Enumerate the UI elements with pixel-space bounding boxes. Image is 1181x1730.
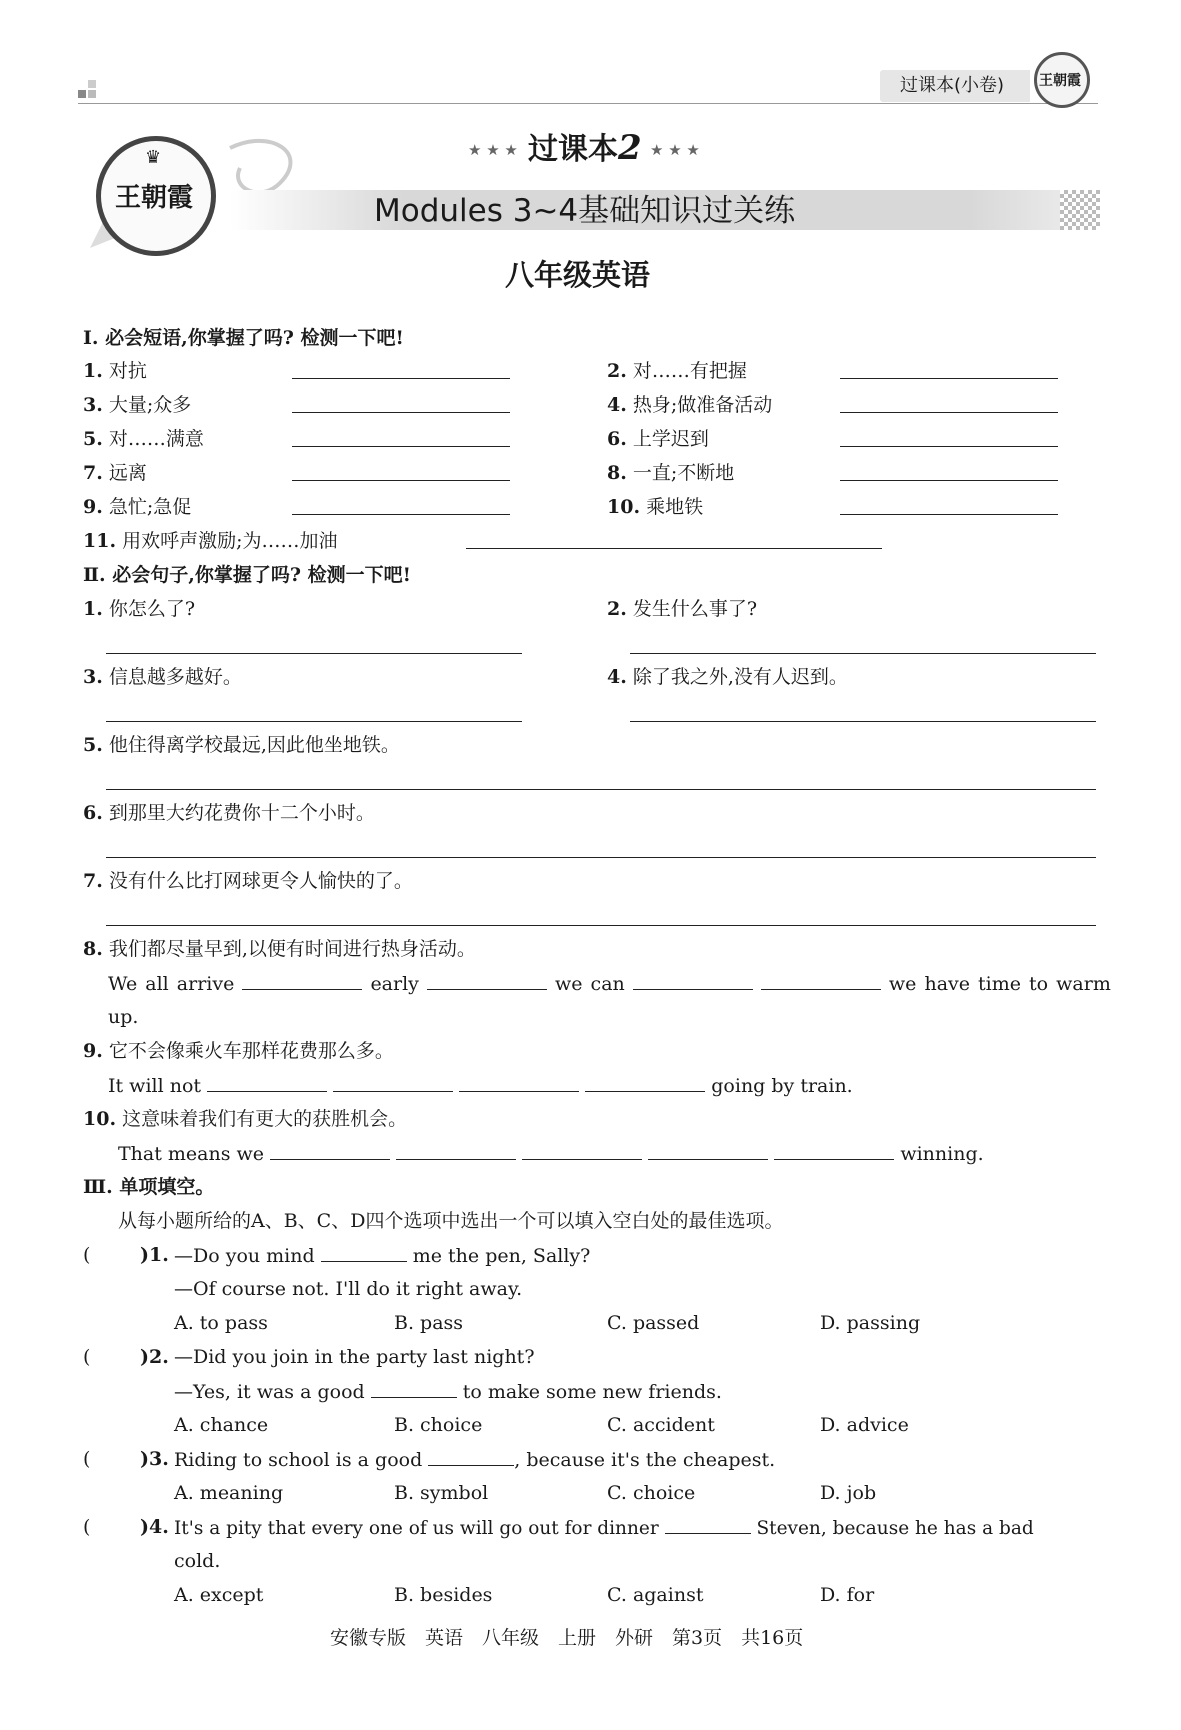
question-line: —Do you mind me the pen, Sally? — [174, 1245, 591, 1267]
title-stars-right: ★ ★ ★ — [650, 141, 700, 159]
sentence-item: 3. 信息越多越好。 — [83, 666, 242, 688]
answer-line[interactable] — [106, 721, 522, 722]
phrase-item: 3. 大量;众多 — [83, 394, 192, 416]
section3-instruction: 从每小题所给的A、B、C、D四个选项中选出一个可以填入空白处的最佳选项。 — [118, 1210, 784, 1232]
title-band-checker — [1060, 190, 1100, 230]
option-b[interactable]: B. symbol — [394, 1482, 489, 1504]
fill-blank[interactable] — [242, 971, 362, 990]
question-number: )4. — [140, 1516, 169, 1538]
phrase-item: 5. 对……满意 — [83, 428, 204, 450]
sentence-item: 4. 除了我之外,没有人迟到。 — [607, 666, 848, 688]
page-subtitle: 八年级英语 — [505, 258, 651, 292]
fill-blank[interactable] — [665, 1515, 751, 1534]
answer-blank[interactable] — [292, 412, 510, 413]
answer-blank[interactable] — [840, 378, 1058, 379]
answer-line[interactable] — [630, 721, 1096, 722]
answer-blank[interactable] — [292, 378, 510, 379]
fill-sentence-cont: up. — [108, 1006, 139, 1028]
phrase-item: 9. 急忙;急促 — [83, 496, 192, 518]
answer-paren[interactable]: ( — [83, 1448, 91, 1470]
section1-heading: Ⅰ. 必会短语,你掌握了吗? 检测一下吧! — [83, 327, 404, 349]
fill-blank[interactable] — [633, 971, 753, 990]
answer-paren[interactable]: ( — [83, 1244, 91, 1266]
fill-blank[interactable] — [774, 1141, 894, 1160]
fill-blank[interactable] — [207, 1073, 327, 1092]
answer-blank[interactable] — [292, 446, 510, 447]
answer-blank[interactable] — [292, 514, 510, 515]
answer-paren[interactable]: ( — [83, 1516, 91, 1538]
answer-blank[interactable] — [840, 412, 1058, 413]
sentence-item: 6. 到那里大约花费你十二个小时。 — [83, 802, 375, 824]
answer-line[interactable] — [106, 653, 522, 654]
fill-blank[interactable] — [522, 1141, 642, 1160]
answer-line[interactable] — [106, 789, 1096, 790]
sentence-item: 7. 没有什么比打网球更令人愉快的了。 — [83, 870, 413, 892]
fill-blank[interactable] — [648, 1141, 768, 1160]
logo-crown-icon: ♛ — [145, 147, 162, 168]
question-line: —Did you join in the party last night? — [174, 1346, 535, 1368]
phrase-item: 6. 上学迟到 — [607, 428, 709, 450]
phrase-item: 4. 热身;做准备活动 — [607, 394, 773, 416]
fill-blank[interactable] — [396, 1141, 516, 1160]
answer-blank[interactable] — [840, 514, 1058, 515]
fill-blank[interactable] — [427, 971, 547, 990]
option-a[interactable]: A. to pass — [174, 1312, 268, 1334]
phrase-item: 7. 远离 — [83, 462, 147, 484]
question-line: —Yes, it was a good to make some new friends. — [174, 1381, 722, 1403]
sentence-item: 2. 发生什么事了? — [607, 598, 758, 620]
fill-blank[interactable] — [270, 1141, 390, 1160]
logo-seal — [96, 136, 216, 256]
answer-blank[interactable] — [840, 480, 1058, 481]
sentence-item: 9. 它不会像乘火车那样花费那么多。 — [83, 1040, 394, 1062]
option-b[interactable]: B. besides — [394, 1584, 493, 1606]
option-b[interactable]: B. choice — [394, 1414, 483, 1436]
phrase-item: 8. 一直;不断地 — [607, 462, 735, 484]
series-title: 过课本2 — [528, 128, 642, 168]
fill-blank[interactable] — [333, 1073, 453, 1092]
question-line: cold. — [174, 1550, 221, 1572]
answer-blank[interactable] — [292, 480, 510, 481]
answer-line[interactable] — [630, 653, 1096, 654]
question-line: —Of course not. I'll do it right away. — [174, 1278, 523, 1300]
option-c[interactable]: C. passed — [607, 1312, 700, 1334]
answer-blank[interactable] — [466, 548, 882, 549]
answer-line[interactable] — [106, 857, 1096, 858]
option-a[interactable]: A. chance — [174, 1414, 269, 1436]
fill-sentence: It will not going by train. — [108, 1075, 853, 1097]
corner-squares — [78, 80, 100, 102]
title-stars-left: ★ ★ ★ — [468, 141, 518, 159]
option-a[interactable]: A. except — [174, 1584, 264, 1606]
answer-line[interactable] — [106, 925, 1096, 926]
fill-sentence: That means we winning. — [118, 1143, 984, 1165]
option-d[interactable]: D. job — [820, 1482, 877, 1504]
section2-heading: Ⅱ. 必会句子,你掌握了吗? 检测一下吧! — [83, 564, 411, 586]
phrase-item: 2. 对……有把握 — [607, 360, 747, 382]
option-c[interactable]: C. accident — [607, 1414, 715, 1436]
option-d[interactable]: D. advice — [820, 1414, 909, 1436]
fill-blank[interactable] — [428, 1447, 514, 1466]
sentence-item: 8. 我们都尽量早到,以便有时间进行热身活动。 — [83, 938, 476, 960]
section3-heading: Ⅲ. 单项填空。 — [83, 1176, 215, 1198]
header-rule — [78, 103, 1098, 104]
option-a[interactable]: A. meaning — [174, 1482, 284, 1504]
header-tag-text: 过课本(小卷) — [900, 75, 1005, 96]
sentence-item: 1. 你怎么了? — [83, 598, 196, 620]
answer-paren[interactable]: ( — [83, 1346, 91, 1368]
small-logo: 王朝霞 — [1034, 52, 1090, 108]
question-line: Riding to school is a good , because it's the cheapest. — [174, 1449, 776, 1471]
option-b[interactable]: B. pass — [394, 1312, 464, 1334]
fill-blank[interactable] — [459, 1073, 579, 1092]
option-d[interactable]: D. passing — [820, 1312, 921, 1334]
fill-blank[interactable] — [321, 1243, 407, 1262]
question-number: )1. — [140, 1244, 169, 1266]
option-d[interactable]: D. for — [820, 1584, 875, 1606]
sentence-item: 5. 他住得离学校最远,因此他坐地铁。 — [83, 734, 400, 756]
fill-blank[interactable] — [585, 1073, 705, 1092]
sentence-item: 10. 这意味着我们有更大的获胜机会。 — [83, 1108, 408, 1130]
page-footer: 安徽专版 英语 八年级 上册 外研 第3页 共16页 — [330, 1627, 804, 1649]
phrase-item: 1. 对抗 — [83, 360, 147, 382]
answer-blank[interactable] — [840, 446, 1058, 447]
option-c[interactable]: C. choice — [607, 1482, 696, 1504]
question-number: )2. — [140, 1346, 169, 1368]
question-line: It's a pity that every one of us will go out for dinner Steven, because he has a bad — [174, 1515, 1034, 1541]
page-title: Modules 3~4基础知识过关练 — [374, 193, 796, 229]
logo-text: 王朝霞 — [115, 183, 194, 213]
phrase-item: 10. 乘地铁 — [607, 496, 704, 518]
fill-blank[interactable] — [761, 971, 881, 990]
option-c[interactable]: C. against — [607, 1584, 704, 1606]
question-number: )3. — [140, 1448, 169, 1470]
fill-blank[interactable] — [371, 1379, 457, 1398]
phrase-item: 11. 用欢呼声激励;为……加油 — [83, 530, 338, 552]
fill-sentence: We all arrive early we can we have time to warm — [108, 973, 1111, 995]
